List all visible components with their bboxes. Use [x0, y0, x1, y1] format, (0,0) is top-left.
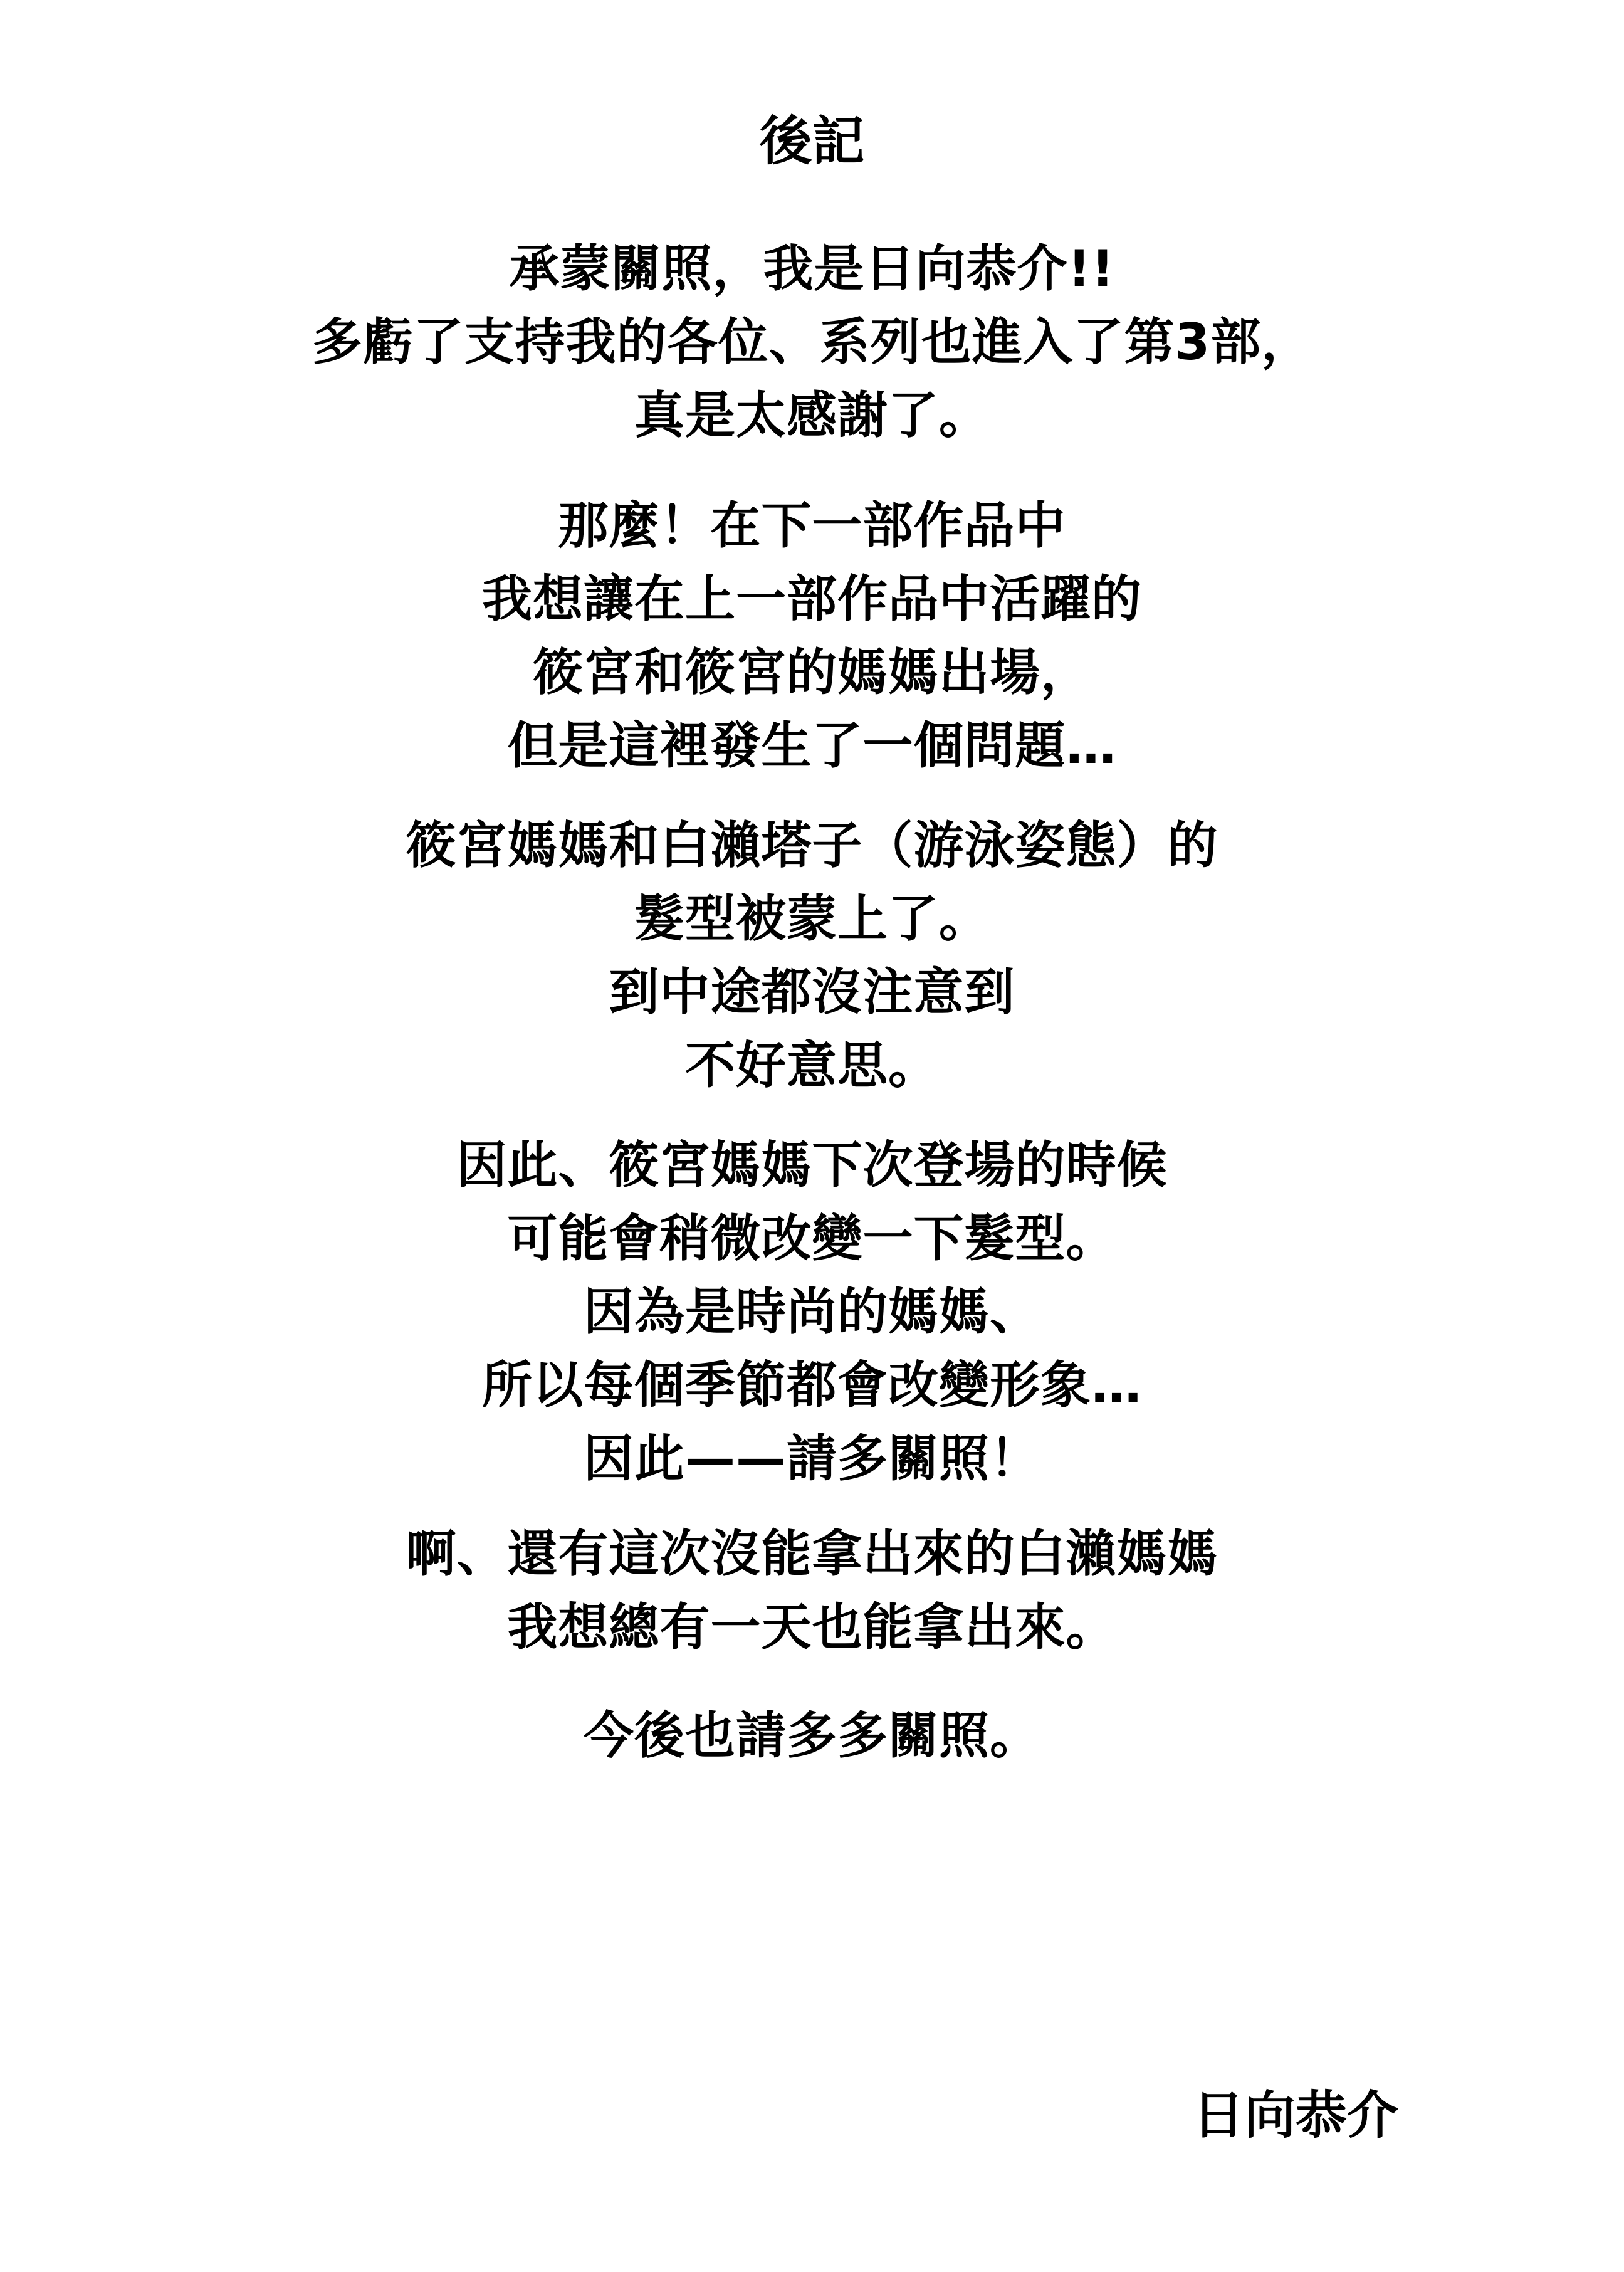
author-signature: 日向恭介	[1192, 2086, 1398, 2145]
text-line: 我想總有一天也能拿出來。	[507, 1598, 1117, 1656]
paragraph-next-work	[0, 489, 1624, 782]
text-line: 但是這裡發生了一個問題…	[507, 717, 1117, 775]
text-line: 到中途都沒注意到	[609, 963, 1015, 1021]
text-line: 筱宮媽媽和白瀨塔子（游泳姿態）的	[406, 816, 1218, 875]
text-line: 今後也請多多關照。	[584, 1707, 1040, 1765]
page-title: 後記	[759, 110, 865, 172]
text-line: 啊、還有這次沒能拿出來的白瀨媽媽	[406, 1525, 1218, 1583]
paragraph-shirase-mama	[0, 1517, 1624, 1664]
text-line: 我想讓在上一部作品中活躍的	[482, 570, 1142, 628]
text-line: 所以每個季節都會改變形象…	[482, 1356, 1142, 1414]
text-line: 筱宮和筱宮的媽媽出場，	[533, 643, 1091, 702]
text-line: 承蒙關照，我是日向恭介!!	[509, 239, 1115, 298]
text-line: 因此——請多關照！	[584, 1429, 1040, 1488]
text-line: 多虧了支持我的各位、系列也進入了第3部，	[312, 313, 1312, 371]
text-line: 可能會稍微改變一下髮型。	[507, 1209, 1117, 1268]
paragraph-greeting	[0, 232, 1624, 452]
text-line: 那麼！在下一部作品中	[558, 497, 1066, 555]
text-line: 不好意思。	[685, 1036, 939, 1095]
text-line: 髮型被蒙上了。	[634, 890, 990, 948]
paragraph-closing	[0, 1699, 1624, 1772]
text-line: 真是太感謝了。	[634, 386, 990, 444]
text-line: 因此、筱宮媽媽下次登場的時候	[456, 1136, 1168, 1194]
text-line: 因為是時尚的媽媽、	[584, 1283, 1040, 1341]
paragraph-hairstyle	[0, 809, 1624, 1102]
paragraph-change	[0, 1128, 1624, 1495]
